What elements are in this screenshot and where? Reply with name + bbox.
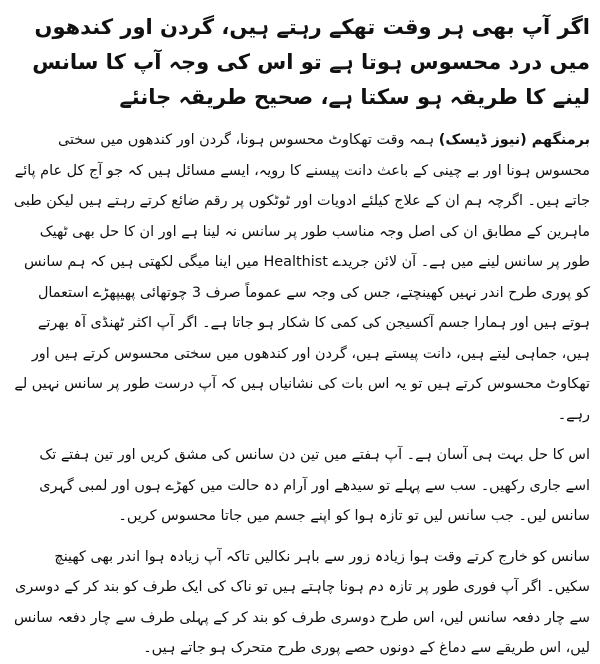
paragraph-3-text: سانس کو خارج کرتے وقت ہوا زیادہ زور سے باہر نکالیں تاکہ آپ زیادہ ہوا اندر بھی کھینچ سکیں۔ اگر آپ فوری طور پر تازہ دم ہونا چاہتے ہیں تو ناک کی ایک طرف کو بند کر کے دوسری سے چار دفعہ سانس لیں، اس طرح دوسری طرف کو بند کر کے پہلی طرف سے چار دفعہ سانس لیں، اس طریقے سے دماغ کے دونوں حصے پوری طرح متحرک ہو جاتے ہیں۔: [14, 548, 590, 656]
paragraph-3: [12, 542, 590, 664]
paragraph-2-text: اس کا حل بہت ہی آسان ہے۔ آپ ہفتے میں تین دن سانس کی مشق کریں اور تین ہفتے تک اسے جاری رکھیں۔ سب سے پہلے تو سیدھے اور آرام دہ حالت میں کھڑے ہوں اور لمبی گہری سانس لیں۔ جب سانس لیں تو تازہ ہوا کو اپنے جسم میں جاتا محسوس کریں۔: [39, 447, 590, 524]
paragraph-1-body: ہمہ وقت تھکاوٹ محسوس ہونا، گردن اور کندھوں میں سختی محسوس ہونا اور بے چینی کے باعث دانت پیسنے کا رویہ، ایسے مسائل ہیں کہ جو آج کل عام پائے جاتے ہیں۔ اگرچہ ہم ان کے علاج کیلئے ادویات اور ٹوٹکوں پر رقم ضائع کرتے رہتے ہیں لیکن طبی ماہرین کے مطابق ان کی اصل وجہ مناسب طور پر سانس نہ لینا ہے اور ان کا حل بھی ٹھیک طور پر سانس لینے میں ہے۔ آن لائن جریدے Healthist میں اینا میگی لکھتی ہیں کہ ہم سانس کو پوری طرح اندر نہیں کھینچتے، جس کی وجہ سے عموماً صرف 3 چوتھائی پھیپھڑے استعمال ہوتے ہیں اور ہمارا جسم آکسیجن کی کمی کا شکار ہو جاتا ہے۔ اگر آپ اکثر ٹھنڈی آہ بھرتے ہیں، جماہی لیتے ہیں، دانت پیستے ہیں، گردن اور کندھوں میں سختی محسوس کرتے ہیں اور تھکاوٹ محسوس کرتے ہیں تو یہ اس بات کی نشانیاں ہیں کہ آپ درست طور پر سانس نہیں لے رہے۔: [13, 132, 590, 423]
paragraph-1-lead: برمنگھم (نیوز ڈیسک): [438, 132, 590, 148]
article-headline: اگر آپ بھی ہر وقت تھکے رہتے ہیں، گردن اور کندھوں میں درد محسوس ہوتا ہے تو اس کی وجہ آپ کا سانس لینے کا طریقہ ہو سکتا ہے، صحیح طریقہ جانئے: [32, 15, 590, 109]
paragraph-1: [12, 125, 590, 430]
paragraph-2: [12, 440, 590, 532]
